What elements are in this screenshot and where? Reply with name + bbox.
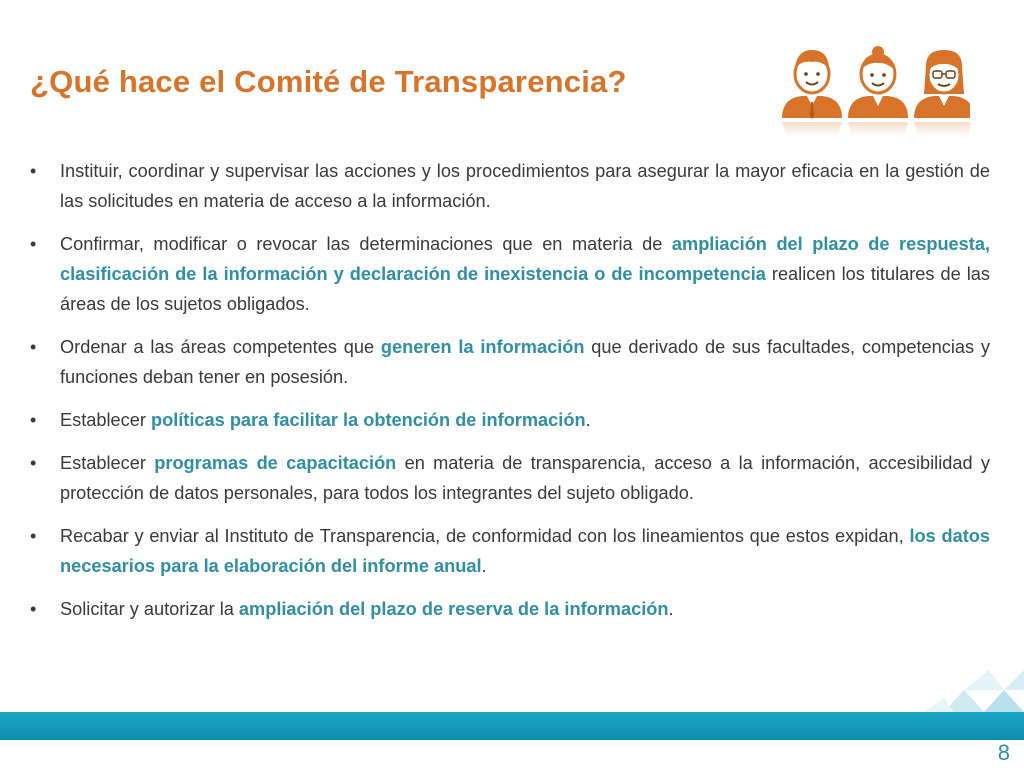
highlight-text: ampliación del plazo de respuesta, clasificación de la información y declaración de inexistencia o de incompetencia [60,234,991,284]
bullet-item-2: • Confirmar, modificar o revocar las determinaciones que en materia de ampliación del plazo de respuesta, clasificación de la información y declaración de inexistencia o de incompetencia realicen los titulares de las áreas de los sujetos obligados. [30,229,990,319]
bullet-list [30,156,990,637]
highlight-text: programas de capacitación [154,453,397,473]
highlight-text: políticas para facilitar la obtención de información [150,410,586,430]
person-woman-icon [848,46,908,136]
bullet-item-4: • Establecer políticas para facilitar la obtención de información. [30,405,990,435]
bullet-item-5: • Establecer programas de capacitación en materia de transparencia, acceso a la información, accesibilidad y protección de datos personales, para todos los integrantes del sujeto obligado. [30,448,990,508]
highlight-text: ampliación del plazo de reserva de la información [238,599,669,619]
person-man-icon [782,50,842,136]
person-glasses-icon [914,50,970,136]
highlight-text: los datos necesarios para la elaboración del informe anual [60,526,990,576]
bullet-item-3: • Ordenar a las áreas competentes que generen la información que derivado de sus facultades, competencias y funciones deban tener en posesión. [30,332,990,392]
footer-bar [0,712,1024,740]
bullet-item-1: • Instituir, coordinar y supervisar las acciones y los procedimientos para asegurar la mayor eficacia en la gestión de las solicitudes en materia de acceso a la información. [30,156,990,216]
page-number: 8 [997,740,1010,765]
highlight-text: generen la información [380,337,585,357]
bullet-item-7: • Solicitar y autorizar la ampliación del plazo de reserva de la información. [30,594,990,624]
people-group-icon [770,36,970,146]
page-title: ¿Qué hace el Comité de Transparencia? [30,64,627,99]
bullet-item-6: • Recabar y enviar al Instituto de Transparencia, de conformidad con los lineamientos que estos expidan, los datos necesarios para la elaboración del informe anual. [30,521,990,581]
